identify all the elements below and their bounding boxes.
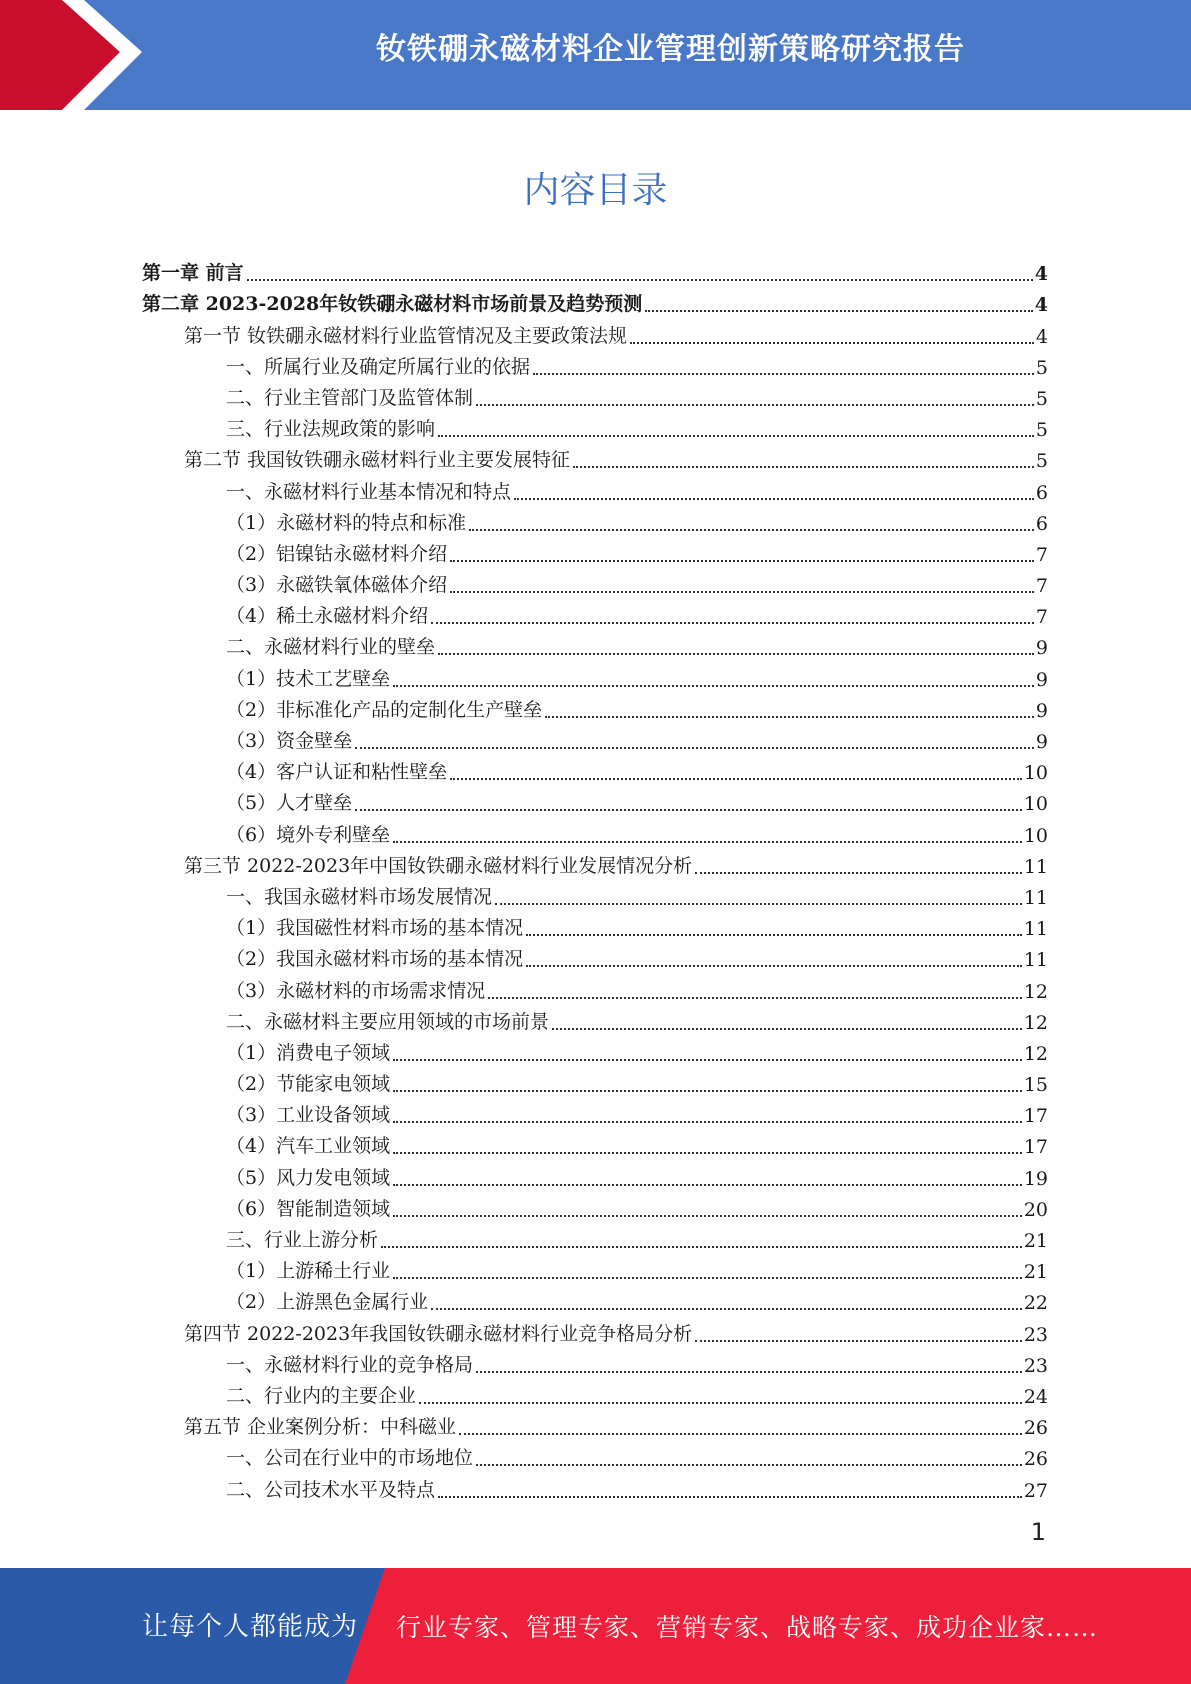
toc-dot-leader xyxy=(526,949,1022,971)
toc-dot-leader xyxy=(438,419,1034,441)
toc-entry-page: 11 xyxy=(1023,886,1048,909)
toc-dot-leader xyxy=(381,1230,1022,1252)
footer-slogan-left: 让每个人都能成为 xyxy=(142,1612,359,1642)
toc-entry-title: 一、公司在行业中的市场地位 xyxy=(226,1447,474,1470)
toc-entry-page: 21 xyxy=(1023,1230,1048,1252)
toc-dot-leader xyxy=(393,1199,1022,1221)
toc-dot-leader xyxy=(419,1386,1022,1408)
toc-entry[interactable] xyxy=(142,348,1048,379)
toc-entry[interactable] xyxy=(142,784,1048,815)
toc-entry-title: （1）消费电子领域 xyxy=(226,1041,391,1064)
toc-entry-page: 19 xyxy=(1023,1167,1048,1190)
toc-entry[interactable] xyxy=(142,254,1048,285)
toc-entry-page: 10 xyxy=(1023,793,1048,816)
toc-entry[interactable] xyxy=(142,1470,1048,1501)
toc-entry-title: （6）智能制造领域 xyxy=(226,1197,391,1220)
toc-entry-title: （1）我国磁性材料市场的基本情况 xyxy=(226,917,524,940)
toc-entry-title: （1）技术工艺壁垒 xyxy=(226,667,391,690)
toc-entry[interactable] xyxy=(142,1377,1048,1408)
toc-entry-title: （3）永磁材料的市场需求情况 xyxy=(226,979,486,1002)
toc-entry-title: 三、行业上游分析 xyxy=(226,1229,379,1251)
toc-entry-title: （1）永磁材料的特点和标准 xyxy=(226,511,467,534)
toc-title: 内容目录 xyxy=(523,170,668,211)
toc-entry-title: （6）境外专利壁垒 xyxy=(226,823,391,846)
toc-entry[interactable] xyxy=(142,566,1048,597)
toc-entry-page: 5 xyxy=(1035,356,1048,379)
toc-entry-title: 第四节 2022-2023年我国钕铁硼永磁材料行业竞争格局分析 xyxy=(184,1322,693,1345)
toc-entry[interactable] xyxy=(142,1314,1048,1345)
toc-entry-page: 9 xyxy=(1035,731,1048,753)
toc-dot-leader xyxy=(393,1105,1022,1127)
toc-entry-page: 6 xyxy=(1035,481,1048,504)
toc-entry[interactable] xyxy=(142,410,1048,441)
toc-dot-leader xyxy=(476,1448,1022,1470)
toc-entry[interactable] xyxy=(142,878,1048,909)
toc-entry-page: 20 xyxy=(1023,1198,1048,1221)
toc-dot-leader xyxy=(526,918,1022,940)
toc-entry-title: （2）我国永磁材料市场的基本情况 xyxy=(226,948,524,971)
table-of-contents xyxy=(142,254,1048,1502)
toc-entry-title: （4）汽车工业领域 xyxy=(226,1135,391,1158)
toc-entry-page: 9 xyxy=(1035,668,1048,691)
toc-entry[interactable] xyxy=(142,847,1048,878)
toc-dot-leader xyxy=(450,762,1022,784)
toc-entry[interactable] xyxy=(142,1221,1048,1252)
toc-dot-leader xyxy=(450,575,1034,597)
toc-entry-page: 23 xyxy=(1023,1323,1048,1346)
toc-dot-leader xyxy=(645,294,1033,316)
toc-entry-title: 三、行业法规政策的影响 xyxy=(226,418,436,441)
toc-entry-title: （3）工业设备领域 xyxy=(226,1104,391,1127)
toc-entry-page: 10 xyxy=(1023,824,1048,847)
toc-entry-title: 二、公司技术水平及特点 xyxy=(226,1478,436,1501)
toc-dot-leader xyxy=(247,263,1033,285)
toc-entry-page: 9 xyxy=(1035,699,1048,722)
toc-entry-title: （5）风力发电领域 xyxy=(226,1166,391,1189)
toc-entry-page: 11 xyxy=(1023,918,1048,941)
toc-dot-leader xyxy=(476,388,1034,410)
toc-entry-title: 二、行业主管部门及监管体制 xyxy=(226,386,474,409)
toc-entry-page: 26 xyxy=(1023,1448,1048,1471)
toc-entry-title: （2）非标准化产品的定制化生产壁垒 xyxy=(226,698,543,721)
toc-entry-page: 4 xyxy=(1034,263,1048,286)
toc-entry-page: 4 xyxy=(1034,294,1048,317)
footer-slogan-right: 行业专家、管理专家、营销专家、战略专家、成功企业家…… xyxy=(396,1613,1099,1642)
page-number: 1 xyxy=(1030,1518,1046,1546)
toc-entry[interactable] xyxy=(142,753,1048,784)
toc-entry-title: 第二节 我国钕铁硼永磁材料行业主要发展特征 xyxy=(184,449,571,472)
toc-entry-page: 11 xyxy=(1023,949,1048,972)
toc-dot-leader xyxy=(630,326,1034,348)
toc-entry-page: 6 xyxy=(1035,512,1048,535)
toc-dot-leader xyxy=(469,513,1034,535)
toc-entry[interactable] xyxy=(142,971,1048,1002)
toc-dot-leader xyxy=(552,1012,1022,1034)
toc-entry[interactable] xyxy=(142,1190,1048,1221)
toc-entry-page: 5 xyxy=(1035,450,1048,473)
toc-dot-leader xyxy=(495,887,1022,909)
toc-dot-leader xyxy=(393,1136,1022,1158)
toc-entry[interactable] xyxy=(142,597,1048,628)
toc-entry[interactable] xyxy=(142,316,1048,347)
toc-dot-leader xyxy=(450,544,1034,566)
toc-entry-title: 二、永磁材料主要应用领域的市场前景 xyxy=(226,1010,550,1033)
toc-entry[interactable] xyxy=(142,535,1048,566)
toc-dot-leader xyxy=(695,856,1022,878)
toc-dot-leader xyxy=(393,669,1034,691)
toc-dot-leader xyxy=(573,450,1034,472)
toc-entry-title: 第一章 前言 xyxy=(142,262,244,285)
toc-entry-page: 21 xyxy=(1023,1261,1048,1284)
toc-entry-page: 7 xyxy=(1035,606,1048,629)
toc-entry[interactable] xyxy=(142,1034,1048,1065)
toc-entry-page: 5 xyxy=(1035,419,1048,442)
toc-entry-page: 15 xyxy=(1023,1074,1048,1097)
toc-entry-title: （1）上游稀土行业 xyxy=(226,1260,391,1283)
toc-entry[interactable] xyxy=(142,472,1048,503)
toc-entry-page: 4 xyxy=(1035,325,1048,348)
toc-dot-leader xyxy=(545,700,1034,722)
toc-dot-leader xyxy=(355,793,1022,815)
toc-entry-title: （2）铝镍钴永磁材料介绍 xyxy=(226,542,448,565)
toc-dot-leader xyxy=(488,981,1022,1003)
toc-dot-leader xyxy=(438,637,1034,659)
toc-entry-page: 12 xyxy=(1023,1042,1048,1065)
toc-dot-leader xyxy=(393,1043,1022,1065)
toc-entry[interactable] xyxy=(142,722,1048,753)
toc-entry-title: （5）人才壁垒 xyxy=(226,792,353,815)
toc-dot-leader xyxy=(393,825,1022,847)
toc-entry[interactable] xyxy=(142,909,1048,940)
toc-dot-leader xyxy=(393,1261,1022,1283)
toc-entry-title: （3）资金壁垒 xyxy=(226,730,353,752)
toc-entry-title: 一、我国永磁材料市场发展情况 xyxy=(226,885,493,908)
toc-entry[interactable] xyxy=(142,628,1048,659)
toc-entry-page: 7 xyxy=(1035,575,1048,598)
toc-entry-page: 17 xyxy=(1023,1105,1048,1128)
toc-entry-page: 10 xyxy=(1023,762,1048,785)
toc-entry-page: 12 xyxy=(1023,980,1048,1003)
toc-dot-leader xyxy=(476,1355,1022,1377)
toc-entry[interactable] xyxy=(142,379,1048,410)
toc-entry-title: （2）节能家电领域 xyxy=(226,1073,391,1096)
toc-entry-page: 9 xyxy=(1035,637,1048,660)
report-title: 钕铁硼永磁材料企业管理创新策略研究报告 xyxy=(376,32,965,67)
toc-dot-leader xyxy=(514,482,1034,504)
toc-entry-page: 26 xyxy=(1023,1417,1048,1440)
toc-entry[interactable] xyxy=(142,1439,1048,1470)
toc-entry-page: 5 xyxy=(1035,387,1048,410)
toc-dot-leader xyxy=(438,1480,1022,1502)
toc-entry-title: 第五节 企业案例分析：中科磁业 xyxy=(184,1416,457,1439)
toc-entry-title: 第一节 钕铁硼永磁材料行业监管情况及主要政策法规 xyxy=(184,324,628,347)
toc-dot-leader xyxy=(393,1168,1022,1190)
toc-entry-title: 一、所属行业及确定所属行业的依据 xyxy=(226,355,531,378)
toc-entry-page: 22 xyxy=(1023,1292,1048,1315)
toc-entry[interactable] xyxy=(142,1065,1048,1096)
toc-entry[interactable] xyxy=(142,285,1048,316)
toc-entry-title: 第三节 2022-2023年中国钕铁硼永磁材料行业发展情况分析 xyxy=(184,854,693,877)
toc-entry[interactable] xyxy=(142,815,1048,846)
toc-entry-title: 一、永磁材料行业基本情况和特点 xyxy=(226,480,512,503)
toc-entry-page: 23 xyxy=(1023,1354,1048,1377)
toc-entry[interactable] xyxy=(142,1252,1048,1283)
toc-entry[interactable] xyxy=(142,940,1048,971)
toc-entry-title: 二、行业内的主要企业 xyxy=(226,1384,417,1407)
toc-entry[interactable] xyxy=(142,441,1048,472)
toc-entry-title: （3）永磁铁氧体磁体介绍 xyxy=(226,574,448,597)
toc-dot-leader xyxy=(695,1324,1022,1346)
toc-entry-page: 17 xyxy=(1023,1136,1048,1159)
toc-entry[interactable] xyxy=(142,1096,1048,1127)
page-footer xyxy=(0,1568,1191,1684)
toc-entry-title: 一、永磁材料行业的竞争格局 xyxy=(226,1353,474,1376)
toc-dot-leader xyxy=(355,731,1034,753)
toc-entry-page: 12 xyxy=(1023,1011,1048,1034)
toc-entry[interactable] xyxy=(142,659,1048,690)
toc-dot-leader xyxy=(533,357,1034,379)
toc-dot-leader xyxy=(431,606,1034,628)
toc-entry-title: （4）稀土永磁材料介绍 xyxy=(226,605,429,628)
toc-entry[interactable] xyxy=(142,1158,1048,1189)
toc-entry-page: 24 xyxy=(1023,1385,1048,1408)
toc-entry-title: （4）客户认证和粘性壁垒 xyxy=(226,761,448,784)
toc-entry[interactable] xyxy=(142,1408,1048,1439)
page-header xyxy=(0,0,1191,110)
toc-dot-leader xyxy=(431,1292,1022,1314)
toc-entry[interactable] xyxy=(142,691,1048,722)
toc-entry[interactable] xyxy=(142,1003,1048,1034)
toc-dot-leader xyxy=(459,1417,1022,1439)
toc-entry-page: 7 xyxy=(1035,543,1048,566)
toc-entry-page: 27 xyxy=(1023,1479,1048,1502)
toc-dot-leader xyxy=(393,1074,1022,1096)
header-chevron-decoration xyxy=(0,0,160,110)
toc-entry-title: 第二章 2023-2028年钕铁硼永磁材料市场前景及趋势预测 xyxy=(142,293,643,316)
toc-entry-title: （2）上游黑色金属行业 xyxy=(226,1291,429,1314)
toc-entry[interactable] xyxy=(142,1283,1048,1314)
toc-entry[interactable] xyxy=(142,1346,1048,1377)
toc-entry-page: 11 xyxy=(1023,855,1048,878)
toc-entry-title: 二、永磁材料行业的壁垒 xyxy=(226,636,436,659)
toc-entry[interactable] xyxy=(142,504,1048,535)
toc-entry[interactable] xyxy=(142,1127,1048,1158)
